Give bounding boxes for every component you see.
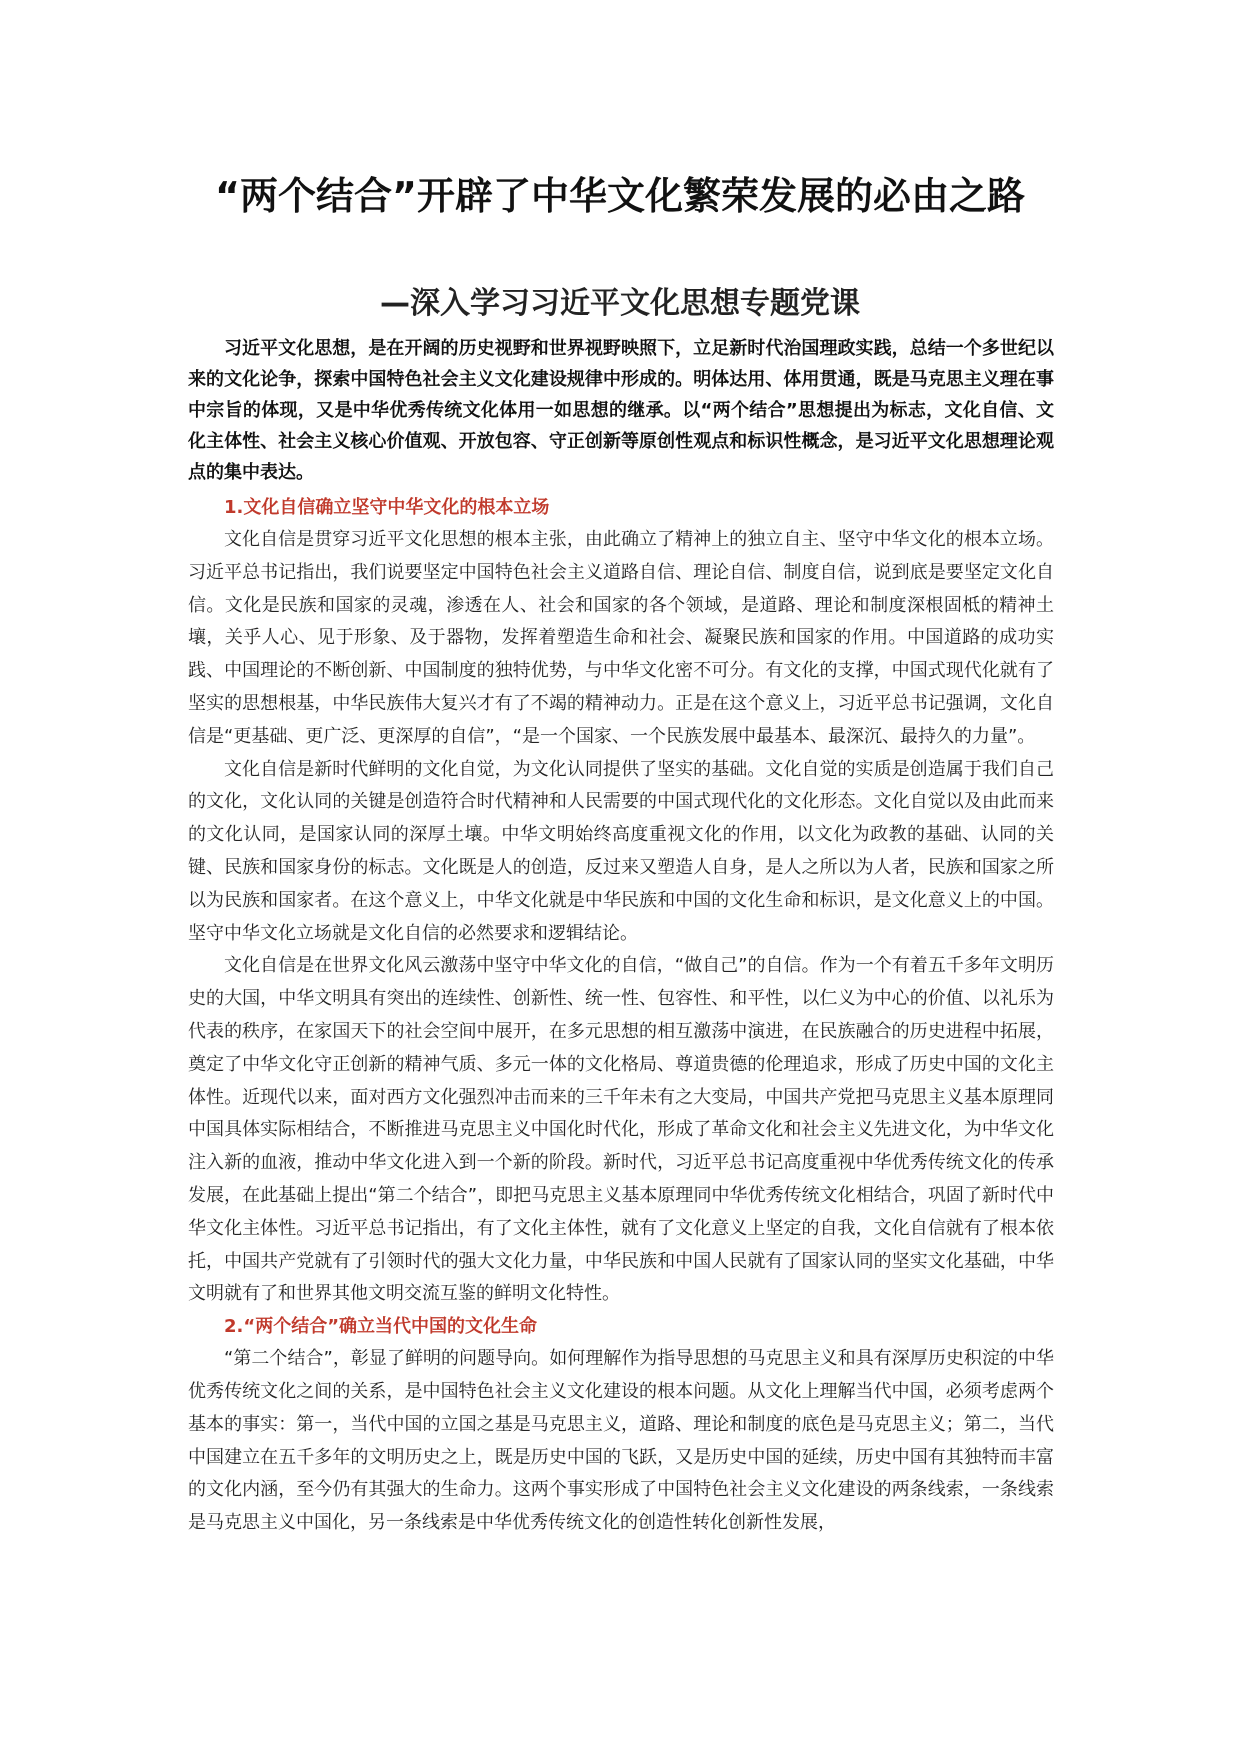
section-1-paragraph-1: 文化自信是贯穿习近平文化思想的根本主张，由此确立了精神上的独立自主、坚守中华文化的根本立场。习近平总书记指出，我们说要坚定中国特色社会主义道路自信、理论自信、制度自信，说到底是要坚定文化自信。文化是民族和国家的灵魂，渗透在人、社会和国家的各个领域，是道路、理论和制度深根固柢的精神土壤，关乎人心、见于形象、及于器物，发挥着塑造生命和社会、凝聚民族和国家的作用。中国道路的成功实践、中国理论的不断创新、中国制度的独特优势，与中华文化密不可分。有文化的支撑，中国式现代化就有了坚实的思想根基，中华民族伟大复兴才有了不竭的精神动力。正是在这个意义上，习近平总书记强调，文化自信是“更基础、更广泛、更深厚的自信”，“是一个国家、一个民族发展中最基本、最深沉、最持久的力量”。	[188, 529, 1054, 747]
section-1-heading: 1.文化自信确立坚守中华文化的根本立场	[224, 497, 550, 518]
section-2-paragraph-1: “第二个结合”，彰显了鲜明的问题导向。如何理解作为指导思想的马克思主义和具有深厚历史积淀的中华优秀传统文化之间的关系，是中国特色社会主义文化建设的根本问题。从文化上理解当代中国，必须考虑两个基本的事实：第一，当代中国的立国之基是马克思主义，道路、理论和制度的底色是马克思主义；第二，当代中国建立在五千多年的文明历史之上，既是历史中国的飞跃，又是历史中国的延续，历史中国有其独特而丰富的文化内涵，至今仍有其强大的生命力。这两个事实形成了中国特色社会主义文化建设的两条线索，一条线索是马克思主义中国化，另一条线索是中华优秀传统文化的创造性转化创新性发展，	[188, 1348, 1054, 1534]
intro-paragraph: 习近平文化思想，是在开阔的历史视野和世界视野映照下，立足新时代治国理政实践，总结一个多世纪以来的文化论争，探索中国特色社会主义文化建设规律中形成的。明体达用、体用贯通，既是马克思主义理在事中宗旨的体现，又是中华优秀传统文化体用一如思想的继承。以“两个结合”思想提出为标志，文化自信、文化主体性、社会主义核心价值观、开放包容、守正创新等原创性观点和标识性概念，是习近平文化思想理论观点的集中表达。	[188, 338, 1054, 483]
section-2-heading: 2.“两个结合”确立当代中国的文化生命	[224, 1316, 538, 1338]
document-title: “两个结合”开辟了中华文化繁荣发展的必由之路	[215, 174, 1025, 218]
section-1-paragraph-2: 文化自信是新时代鲜明的文化自觉，为文化认同提供了坚实的基础。文化自觉的实质是创造属于我们自己的文化，文化认同的关键是创造符合时代精神和人民需要的中国式现代化的文化形态。文化自觉以及由此而来的文化认同，是国家认同的深厚土壤。中华文明始终高度重视文化的作用，以文化为政教的基础、认同的关键、民族和国家身份的标志。文化既是人的创造，反过来又塑造人自身，是人之所以为人者，民族和国家之所以为民族和国家者。在这个意义上，中华文化就是中华民族和中国的文化生命和标识，是文化意义上的中国。坚守中华文化立场就是文化自信的必然要求和逻辑结论。	[188, 758, 1054, 944]
section-1-paragraph-3: 文化自信是在世界文化风云激荡中坚守中华文化的自信，“做自己”的自信。作为一个有着五千多年文明历史的大国，中华文明具有突出的连续性、创新性、统一性、包容性、和平性，以仁义为中心的价值、以礼乐为代表的秩序，在家国天下的社会空间中展开，在多元思想的相互激荡中演进，在民族融合的历史进程中拓展，奠定了中华文化守正创新的精神气质、多元一体的文化格局、尊道贵德的伦理追求，形成了历史中国的文化主体性。近现代以来，面对西方文化强烈冲击而来的三千年未有之大变局，中国共产党把马克思主义基本原理同中国具体实际相结合，不断推进马克思主义中国化时代化，形成了革命文化和社会主义先进文化，为中华文化注入新的血液，推动中华文化进入到一个新的阶段。新时代，习近平总书记高度重视中华优秀传统文化的传承发展，在此基础上提出“第二个结合”，即把马克思主义基本原理同中华优秀传统文化相结合，巩固了新时代中华文化主体性。习近平总书记指出，有了文化主体性，就有了文化意义上坚定的自我，文化自信就有了根本依托，中国共产党就有了引领时代的强大文化力量，中华民族和中国人民就有了国家认同的坚实文化基础，中华文明就有了和世界其他文明交流互鉴的鲜明文化特性。	[188, 955, 1054, 1305]
document-body	[188, 333, 1054, 1540]
document-subtitle: —深入学习习近平文化思想专题党课	[380, 286, 860, 321]
